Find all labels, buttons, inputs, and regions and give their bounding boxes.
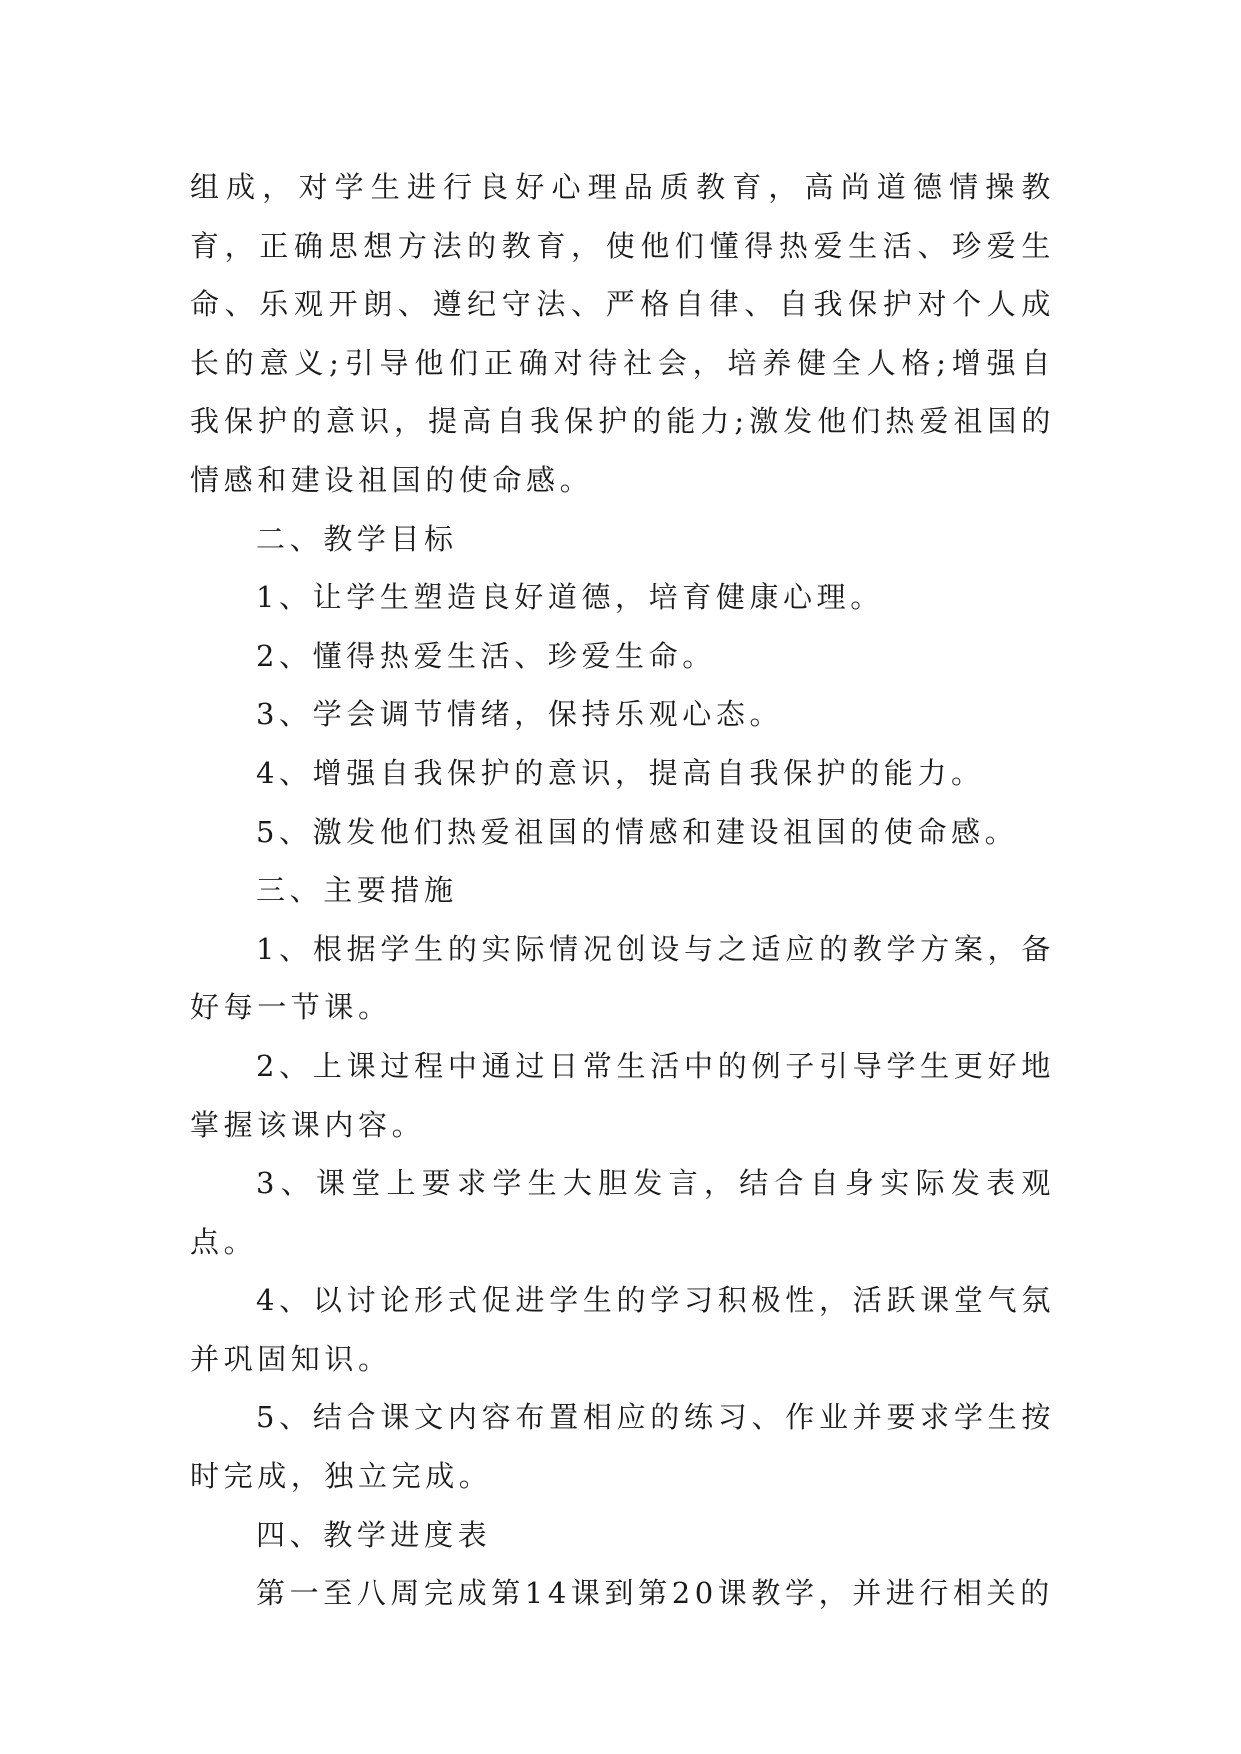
measure-item-4: 4、以讨论形式促进学生的学习积极性，活跃课堂气氛并巩固知识。 <box>190 1283 1055 1376</box>
goal-item-3: 3、学会调节情绪，保持乐观心态。 <box>256 697 784 732</box>
measure-item-2: 2、上课过程中通过日常生活中的例子引导学生更好地掌握该课内容。 <box>190 1048 1055 1142</box>
measure-item-5: 5、结合课文内容布置相应的练习、作业并要求学生按时完成，独立完成。 <box>190 1400 1055 1494</box>
goal-item-5: 5、激发他们热爱祖国的情感和建设祖国的使命感。 <box>256 814 1019 849</box>
intro-paragraph: 组成，对学生进行良好心理品质教育，高尚道德情操教育，正确思想方法的教育，使他们懂得热爱生活、珍爱生命、乐观开朗、遵纪守法、严格自律、自我保护对个人成长的意义;引导他们正确对待社会，培养健全人格;增强自我保护的意识，提高自我保护的能力;激发他们热爱祖国的情感和建设祖国的使命感。 <box>190 170 1055 497</box>
section-heading-goals: 二、教学目标 <box>256 521 458 556</box>
goal-item-4: 4、增强自我保护的意识，提高自我保护的能力。 <box>256 755 985 790</box>
section-heading-measures: 三、主要措施 <box>256 873 458 908</box>
document-body <box>190 158 1055 1623</box>
schedule-paragraph: 第一至八周完成第14课到第20课教学，并进行相关的 <box>256 1576 1054 1611</box>
measure-item-3: 3、课堂上要求学生大胆发言，结合自身实际发表观点。 <box>190 1166 1055 1259</box>
goal-item-2: 2、懂得热爱生活、珍爱生命。 <box>256 638 716 673</box>
measure-item-1: 1、根据学生的实际情况创设与之适应的教学方案，备好每一节课。 <box>190 931 1055 1025</box>
section-heading-schedule: 四、教学进度表 <box>256 1517 492 1552</box>
goal-item-1: 1、让学生塑造良好道德，培育健康心理。 <box>256 580 884 615</box>
